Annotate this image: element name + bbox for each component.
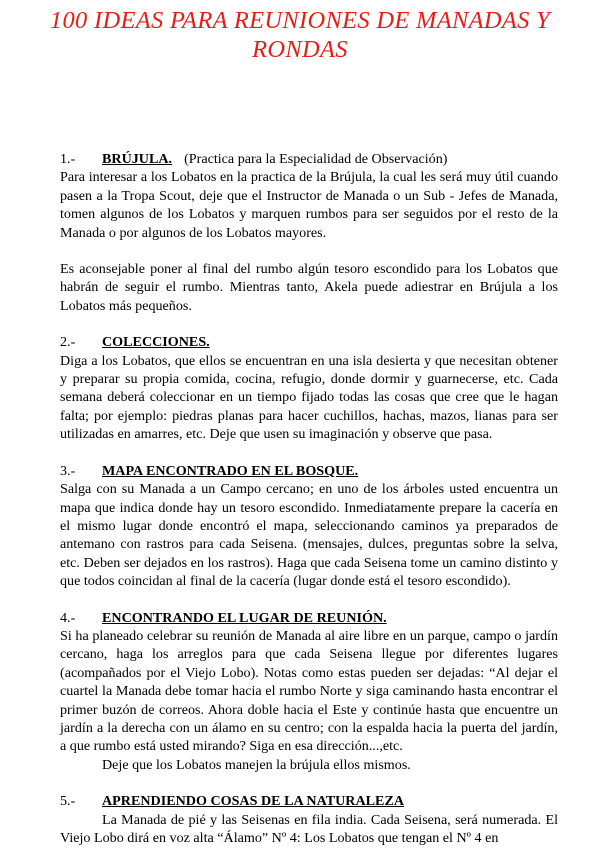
section-title: ENCONTRANDO EL LUGAR DE REUNIÓN. — [102, 609, 387, 626]
section-5-paragraph-1: La Manada de pié y las Seisenas en fila india. Cada Seisena, será numerada. El Viejo Lobo dirá en voz alta “Álamo” Nº 4: Los Lobatos que tengan el Nº 4 en — [60, 811, 558, 846]
section-number: 2.- — [60, 334, 76, 351]
section-number: 1.- — [60, 151, 76, 167]
section-number: 3.- — [60, 462, 76, 479]
section-1-heading — [60, 150, 558, 168]
section-3-paragraph-1: Salga con su Manada a un Campo cercano; en uno de los árboles usted encuentra un mapa que indica donde hay un tesoro escondido. Inmediatamente prepare la cacería en el mismo lugar donde encontró el mapa, seleccionando caminos ya preparados de antemano con rastros para cada Seisena. (mensajes, dulces, preguntas sobre la selva, etc. Deben ser dejados en los rastros). Haga que cada Seisena tome un camino distinto y que todos coincidan al final de la cacería (lugar donde está el tesoro escondido). — [60, 481, 558, 590]
section-2-heading — [60, 333, 558, 351]
section-2-paragraph-1: Diga a los Lobatos, que ellos se encuentran en una isla desierta y que necesitan obtener y preparar su propia comida, cocina, refugio, donde dormir y guarnecerse, etc. Cada semana deberá coleccionar en un tiempo fijado todas las cosas que cree que le hagan falta; por ejemplo: piedras planas para hacer cuchillos, hachas, mazos, lianas para ser utilizadas en amarres, etc. Deje que usen su imaginación y observe que pasa. — [60, 352, 558, 443]
document-title — [0, 6, 600, 64]
section-title: BRÚJULA. — [102, 151, 173, 167]
section-1-paragraph-2: Es aconsejable poner al final del rumbo algún tesoro escondido para los Lobatos que habrán de seguir el rumbo. Mientras tanto, Akela puede adiestrar en Brújula a los Lobatos más pequeños. — [60, 261, 558, 314]
section-title: MAPA ENCONTRADO EN EL BOSQUE. — [102, 462, 359, 479]
section-title: COLECCIONES. — [102, 334, 210, 351]
section-3-heading — [60, 462, 558, 480]
title-line-2: RONDAS — [252, 36, 348, 63]
section-number: 5.- — [60, 793, 76, 810]
section-4-paragraph-1: Si ha planeado celebrar su reunión de Manada al aire libre en un parque, campo o jardín cercano, haga los arreglos para que cada Seisena llegue por diferentes lugares (acompañados por el Viejo Lobo). Notas como estas pueden ser dejadas: “Al dejar el cuartel la Manada debe tomar hacia el rumbo Norte y siga caminando hasta encontrar el primer buzón de correos. Ahora doble hacia el Este y continúe hasta que encuentre un jardín a la derecha con un álamo en su centro; con la espalda hacia la puerta del jardín, a que rumbo está usted mirando? Siga en esa dirección...,etc. — [60, 627, 558, 755]
title-line-1: 100 IDEAS PARA REUNIONES DE MANADAS Y — [49, 7, 551, 34]
section-number: 4.- — [60, 609, 76, 626]
section-1-paragraph-1: Para interesar a los Lobatos en la practica de la Brújula, la cual les será muy útil cuando pasen a la Tropa Scout, deje que el Instructor de Manada o un Sub - Jefes de Manada, tomen algunos de los Lobatos y marquen rumbos para ser seguidos por el resto de la Manada o por algunos de los Lobatos mayores. — [60, 169, 558, 241]
document-body — [60, 150, 558, 847]
section-title: APRENDIENDO COSAS DE LA NATURALEZA — [102, 793, 405, 810]
section-4-heading — [60, 609, 558, 627]
section-note: (Practica para la Especialidad de Observación) — [184, 151, 448, 167]
section-5-heading — [60, 792, 558, 810]
section-4-paragraph-2: Deje que los Lobatos manejen la brújula ellos mismos. — [102, 756, 411, 773]
